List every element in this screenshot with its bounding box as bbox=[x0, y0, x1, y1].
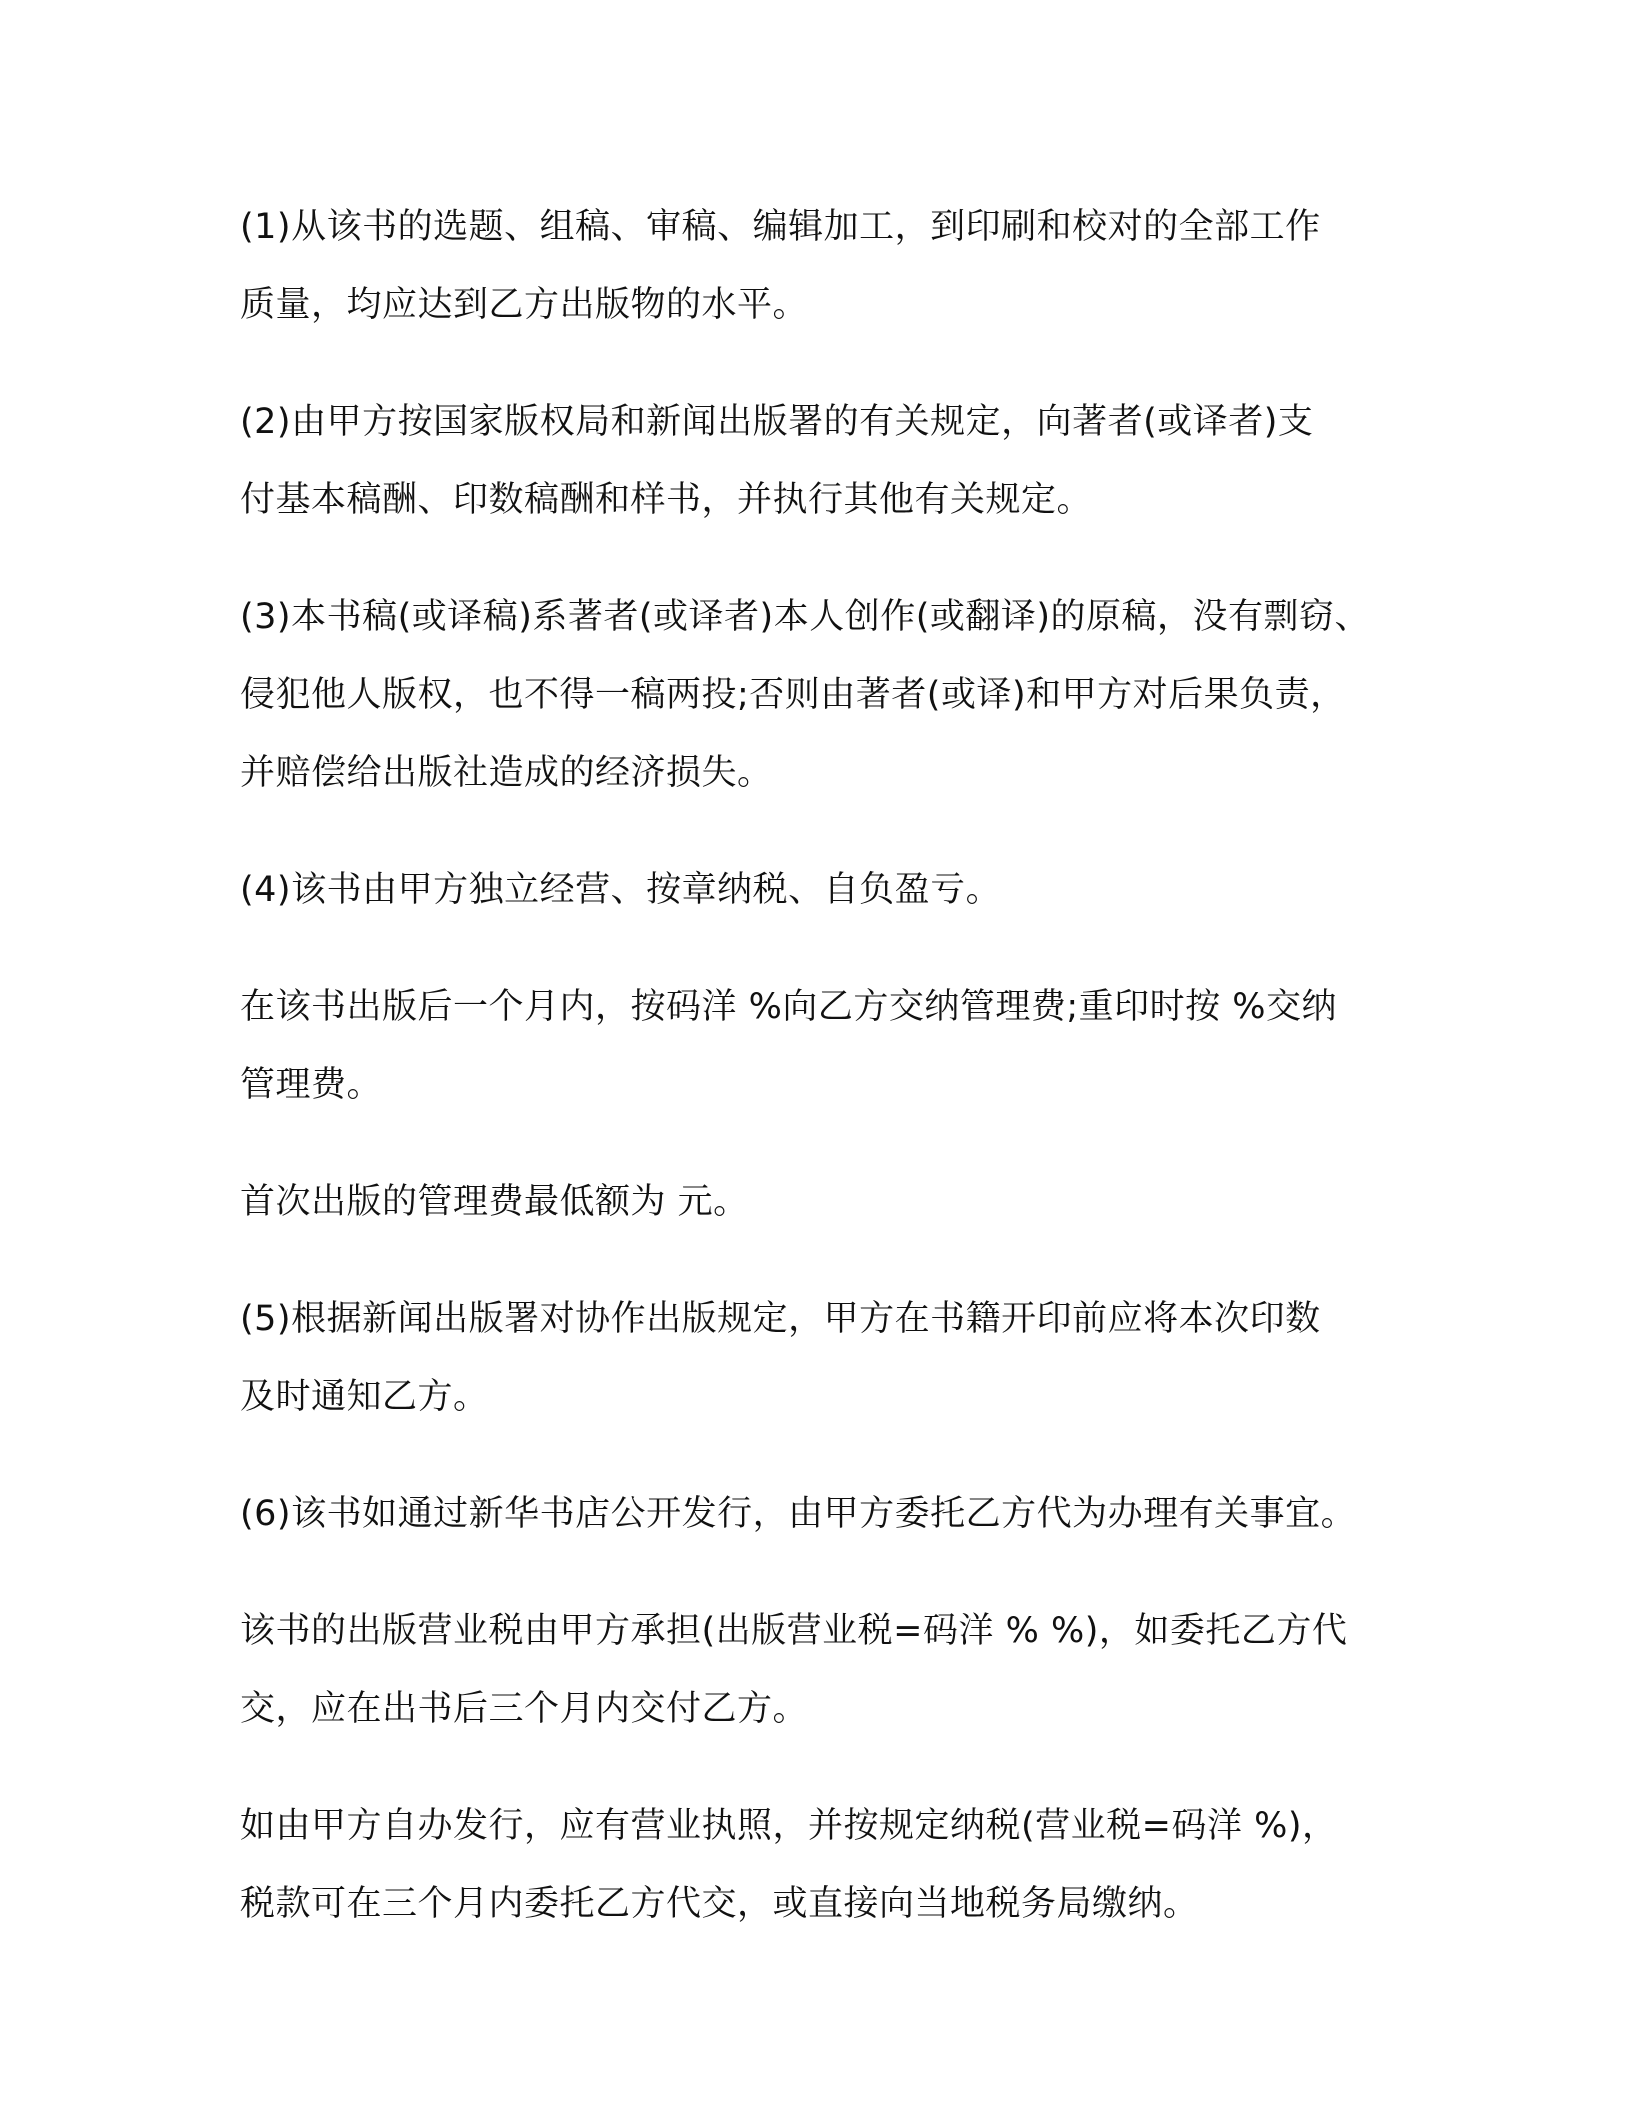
paragraph-line: (3)本书稿(或译稿)系著者(或译者)本人创作(或翻译)的原稿，没有剽窃、 bbox=[240, 597, 1371, 637]
paragraph-line: 在该书出版后一个月内，按码洋 %向乙方交纳管理费;重印时按 %交纳 bbox=[240, 987, 1338, 1027]
paragraph-5 bbox=[240, 968, 1390, 1124]
paragraph-7 bbox=[240, 1280, 1390, 1436]
paragraph-line: 交，应在出书后三个月内交付乙方。 bbox=[240, 1689, 809, 1729]
paragraph-line: 管理费。 bbox=[240, 1065, 383, 1105]
paragraph-4 bbox=[240, 851, 1390, 929]
paragraph-line: (6)该书如通过新华书店公开发行，由甲方委托乙方代为办理有关事宜。 bbox=[240, 1494, 1357, 1534]
paragraph-line: (5)根据新闻出版署对协作出版规定，甲方在书籍开印前应将本次印数 bbox=[240, 1299, 1321, 1339]
paragraph-8 bbox=[240, 1475, 1390, 1553]
paragraph-line: 税款可在三个月内委托乙方代交，或直接向当地税务局缴纳。 bbox=[240, 1884, 1199, 1924]
paragraph-line: 及时通知乙方。 bbox=[240, 1377, 489, 1417]
paragraph-2 bbox=[240, 383, 1390, 539]
paragraph-9 bbox=[240, 1592, 1390, 1748]
paragraph-1 bbox=[240, 188, 1390, 344]
paragraph-line: 质量，均应达到乙方出版物的水平。 bbox=[240, 285, 809, 325]
paragraph-3 bbox=[240, 578, 1390, 812]
paragraph-line: 付基本稿酬、印数稿酬和样书，并执行其他有关规定。 bbox=[240, 480, 1093, 520]
paragraph-10 bbox=[240, 1787, 1390, 1943]
paragraph-line: 如由甲方自办发行，应有营业执照，并按规定纳税(营业税=码洋 %)， bbox=[240, 1806, 1338, 1846]
paragraph-line: (2)由甲方按国家版权局和新闻出版署的有关规定，向著者(或译者)支 bbox=[240, 402, 1314, 442]
paragraph-line: (1)从该书的选题、组稿、审稿、编辑加工，到印刷和校对的全部工作 bbox=[240, 207, 1321, 247]
paragraph-line: 侵犯他人版权，也不得一稿两投;否则由著者(或译)和甲方对后果负责， bbox=[240, 675, 1346, 715]
paragraph-line: (4)该书由甲方独立经营、按章纳税、自负盈亏。 bbox=[240, 870, 1002, 910]
document-body bbox=[240, 188, 1390, 1982]
paragraph-line: 首次出版的管理费最低额为 元。 bbox=[240, 1182, 749, 1222]
paragraph-6 bbox=[240, 1163, 1390, 1241]
paragraph-line: 并赔偿给出版社造成的经济损失。 bbox=[240, 753, 773, 793]
paragraph-line: 该书的出版营业税由甲方承担(出版营业税=码洋 % %)，如委托乙方代 bbox=[240, 1611, 1348, 1651]
